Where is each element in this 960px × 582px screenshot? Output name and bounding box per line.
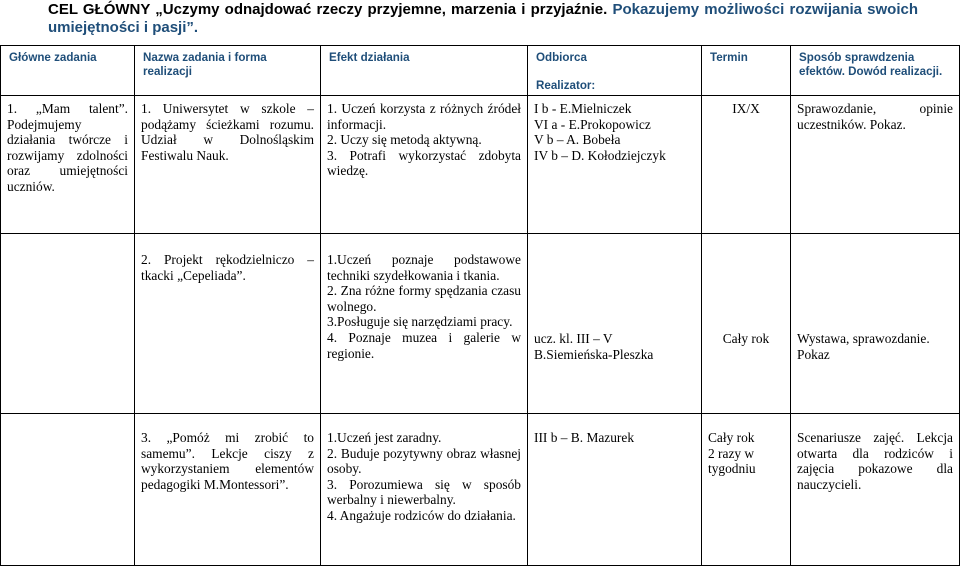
effect-item: 2. Buduje pozytywny obraz własnej osoby.	[327, 445, 521, 477]
effect-item: 2. Zna różne formy spędzania czasu wolnego.	[327, 283, 521, 314]
effect-item: 1.Uczeń poznaje podstawowe techniki szydełkowania i tkania.	[327, 252, 521, 283]
effect-item: 4. Angażuje rodziców do działania.	[327, 507, 516, 523]
deadline-line: Cały rok	[708, 430, 755, 445]
plan-table	[0, 45, 960, 566]
title-rest: Pokazujemy możliwości rozwijania swoich umiejętności i pasji”.	[48, 1, 919, 36]
recipient-item: I b - E.Mielniczek	[534, 101, 632, 116]
effects-cell	[321, 414, 528, 566]
effect-item: 1. Uczeń korzysta z różnych źródeł informacji.	[327, 101, 521, 132]
recipients-cell	[528, 414, 702, 566]
main-task-cell: 1. „Mam talent”. Podejmujemy działania twórcze i rozwijamy zdolności oraz umiejętności uczniów.	[1, 96, 135, 234]
main-task-cell	[1, 234, 135, 414]
table-row	[1, 96, 960, 234]
recipients-cell	[528, 234, 702, 414]
task-cell: 3. „Pomóż mi zrobić to samemu”. Lekcje ciszy z wykorzystaniem elementów pedagogiki M.Montessori”.	[135, 414, 321, 566]
header-recipient-label: Odbiorca	[536, 51, 587, 64]
header-deadline: Termin	[702, 46, 791, 96]
recipients-cell	[528, 96, 702, 234]
effects-cell	[321, 96, 528, 234]
recipient-item: ucz. kl. III – V	[534, 331, 613, 346]
deadline-cell: Cały rok	[702, 234, 791, 414]
effect-item: 3.Posługuje się narzędziami pracy.	[327, 314, 513, 330]
header-verification: Sposób sprawdzenia efektów. Dowód realizacji.	[791, 46, 960, 96]
header-main-tasks: Główne zadania	[1, 46, 135, 96]
recipient-item: V b – A. Bobeła	[534, 132, 621, 148]
header-recipient	[528, 46, 702, 96]
deadline-line: 2 razy w	[708, 445, 755, 461]
deadline-line: tygodniu	[708, 461, 756, 477]
effect-item: 4. Poznaje muzea i galerie w regionie.	[327, 329, 521, 361]
verification-cell: Sprawozdanie, opinie uczestników. Pokaz.	[791, 96, 960, 234]
task-cell: 2. Projekt rękodzielniczo – tkacki „Cepeliada”.	[135, 234, 321, 414]
recipient-item: B.Siemieńska-Pleszka	[534, 346, 654, 362]
recipient-item: IV b – D. Kołodziejczyk	[534, 147, 666, 163]
effect-item: 1.Uczeń jest zaradny.	[327, 430, 442, 445]
table-row	[1, 234, 960, 414]
document-title	[48, 1, 918, 37]
title-quote: „Uczymy odnajdować rzeczy przyjemne, marzenia i przyjaźnie.	[155, 1, 608, 18]
effects-cell	[321, 234, 528, 414]
title-lead: CEL GŁÓWNY	[48, 1, 151, 18]
header-effects: Efekt działania	[321, 46, 528, 96]
header-executor-label: Realizator:	[536, 79, 596, 92]
recipient-item: III b – B. Mazurek	[534, 430, 635, 445]
header-row	[1, 46, 960, 96]
recipient-item: VI a - E.Prokopowicz	[534, 116, 651, 132]
effect-item: 3. Potrafi wykorzystać zdobyta wiedzę.	[327, 147, 521, 179]
effect-item: 3. Porozumiewa się w sposób werbalny i niewerbalny.	[327, 476, 521, 508]
verification-cell: Scenariusze zajęć. Lekcja otwarta dla rodziców i zajęcia pokazowe dla nauczycieli.	[791, 414, 960, 566]
effect-item: 2. Uczy się metodą aktywną.	[327, 132, 482, 148]
deadline-cell	[702, 414, 791, 566]
header-task-name: Nazwa zadania i forma realizacji	[135, 46, 321, 96]
table-row	[1, 414, 960, 566]
verification-cell: Wystawa, sprawozdanie. Pokaz	[791, 234, 960, 414]
main-task-cell	[1, 414, 135, 566]
deadline-cell: IX/X	[702, 96, 791, 234]
task-cell: 1. Uniwersytet w szkole – podążamy ścieżkami rozumu. Udział w Dolnośląskim Festiwalu Nauk.	[135, 96, 321, 234]
